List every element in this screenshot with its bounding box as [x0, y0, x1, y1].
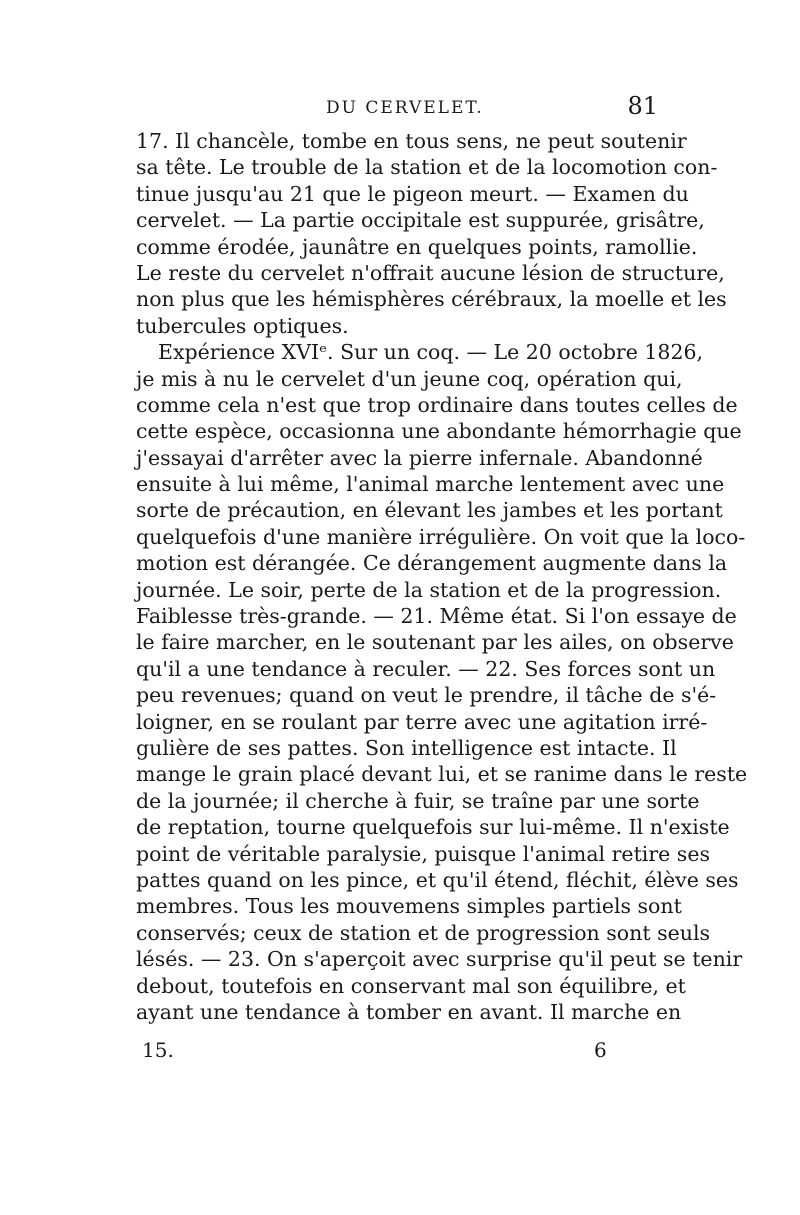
text-line: motion est dérangée. Ce dérangement augmente dans la [136, 551, 728, 576]
text-line: loigner, en se roulant par terre avec une agitation irré- [136, 709, 708, 734]
gathering-number: 6 [594, 1038, 607, 1062]
text-line: sorte de précaution, en élevant les jambes et les portant [136, 498, 723, 523]
text-line: 17. Il chancèle, tombe en tous sens, ne peut soutenir [136, 129, 687, 153]
text-line: cervelet. — La partie occipitale est suppurée, grisâtre, [136, 208, 705, 233]
text-line: Le reste du cervelet n'offrait aucune lésion de structure, [136, 260, 725, 285]
text-line: cette espèce, occasionna une abondante hémorrhagie que [136, 419, 742, 444]
text-line: je mis à nu le cervelet d'un jeune coq, opération qui, [136, 366, 683, 391]
text-line: quelquefois d'une manière irrégulière. On voit que la loco- [136, 524, 746, 549]
text-line: ensuite à lui même, l'animal marche lentement avec une [136, 472, 725, 497]
text-line: pattes quand on les pince, et qu'il étend, fléchit, élève ses [136, 867, 739, 892]
text-line: Faiblesse très-grande. — 21. Même état. Si l'on essaye de [136, 604, 737, 629]
text-line: le faire marcher, en le soutenant par les ailes, on observe [136, 630, 734, 655]
text-line: peu revenues; quand on veut le prendre, il tâche de s'é- [136, 683, 717, 708]
running-head: DU CERVELET. [326, 98, 484, 118]
text-line: conservés; ceux de station et de progression sont seuls [136, 920, 711, 945]
text-line: qu'il a une tendance à reculer. — 22. Ses forces sont un [136, 656, 716, 681]
text-line: comme érodée, jaunâtre en quelques points, ramollie. [136, 234, 698, 259]
text-line: j'essayai d'arrêter avec la pierre infernale. Abandonné [136, 445, 703, 470]
text-line: lésés. — 23. On s'aperçoit avec surprise qu'il peut se tenir [136, 947, 743, 972]
text-line: journée. Le soir, perte de la station et de la progression. [136, 577, 722, 602]
text-line: Expérience XVIᵉ. Sur un coq. — Le 20 octobre 1826, [158, 340, 704, 365]
text-line: tinue jusqu'au 21 que le pigeon meurt. — Examen du [136, 181, 689, 206]
page-number: 81 [627, 92, 658, 120]
text-line: ayant une tendance à tomber en avant. Il marche en [136, 999, 682, 1024]
text-line: tubercules optiques. [136, 313, 349, 338]
body-text [136, 128, 748, 1025]
text-line: membres. Tous les mouvemens simples partiels sont [136, 894, 682, 919]
text-line: debout, toutefois en conservant mal son équilibre, et [136, 973, 686, 998]
text-line: de reptation, tourne quelquefois sur lui-même. Il n'existe [136, 815, 730, 840]
text-line: sa tête. Le trouble de la station et de la locomotion con- [136, 155, 718, 180]
page-header [136, 92, 666, 126]
text-line: point de véritable paralysie, puisque l'animal retire ses [136, 841, 710, 866]
text-line: non plus que les hémisphères cérébraux, la moelle et les [136, 287, 727, 312]
text-line: comme cela n'est que trop ordinaire dans toutes celles de [136, 392, 738, 417]
text-line: mange le grain placé devant lui, et se ranime dans le reste [136, 762, 748, 787]
page-footer [136, 1034, 664, 1064]
text-line: de la journée; il cherche à fuir, se traîne par une sorte [136, 788, 700, 813]
signature-mark: 15. [142, 1038, 174, 1062]
text-line: gulière de ses pattes. Son intelligence est intacte. Il [136, 735, 677, 760]
